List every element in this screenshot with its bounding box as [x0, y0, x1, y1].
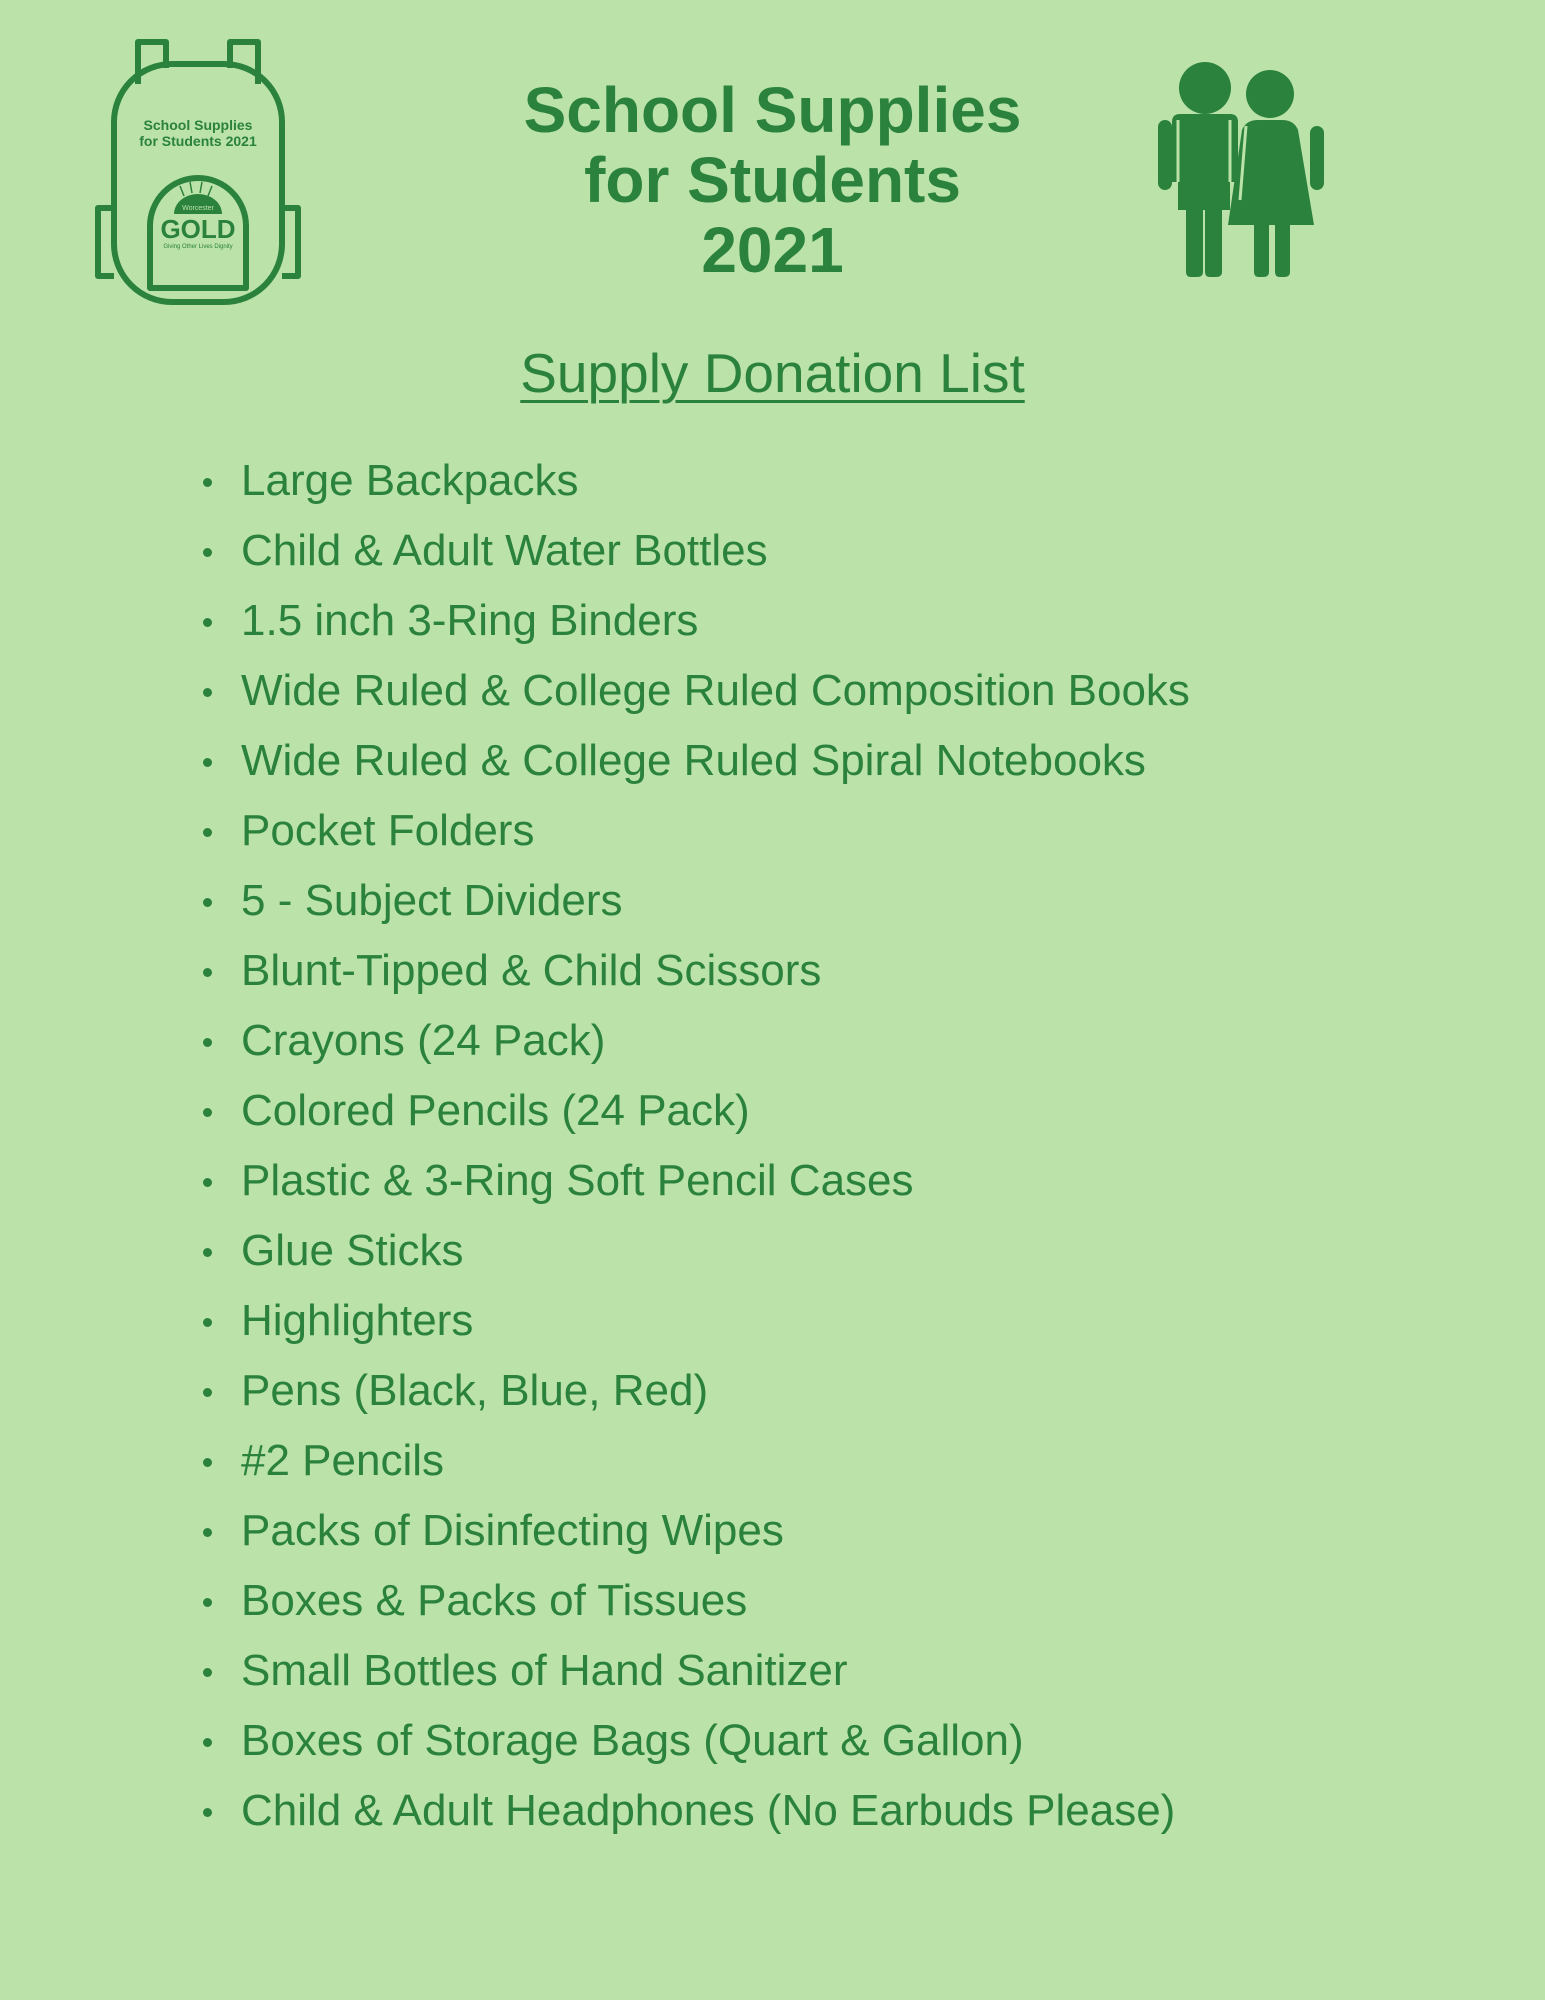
- bullet-icon: [203, 898, 212, 907]
- list-item-label: Wide Ruled & College Ruled Spiral Notebooks: [241, 736, 1146, 785]
- bullet-icon: [203, 968, 212, 977]
- list-item: [241, 1776, 1190, 1846]
- logo-line-2: for Students 2021: [139, 133, 257, 149]
- list-item-label: Small Bottles of Hand Sanitizer: [241, 1646, 848, 1695]
- bullet-icon: [203, 1038, 212, 1047]
- list-item: [241, 586, 1190, 656]
- bullet-icon: [203, 1528, 212, 1537]
- list-item: [241, 1076, 1190, 1146]
- list-item: [241, 1636, 1190, 1706]
- title-line-1: School Supplies: [523, 74, 1022, 146]
- list-item-label: Pocket Folders: [241, 806, 535, 855]
- list-item-label: Colored Pencils (24 Pack): [241, 1086, 750, 1135]
- list-item: [241, 1006, 1190, 1076]
- list-item-label: 1.5 inch 3-Ring Binders: [241, 596, 699, 645]
- list-item: [241, 796, 1190, 866]
- list-item-label: Crayons (24 Pack): [241, 1016, 606, 1065]
- list-item: [241, 1566, 1190, 1636]
- list-item: [241, 866, 1190, 936]
- list-item: [241, 516, 1190, 586]
- list-item-label: 5 - Subject Dividers: [241, 876, 623, 925]
- list-item-label: Highlighters: [241, 1296, 474, 1345]
- bullet-icon: [203, 1178, 212, 1187]
- list-item-label: Child & Adult Headphones (No Earbuds Please): [241, 1786, 1176, 1835]
- list-item-label: Packs of Disinfecting Wipes: [241, 1506, 784, 1555]
- bullet-icon: [203, 828, 212, 837]
- title-line-3: 2021: [701, 214, 844, 286]
- bullet-icon: [203, 758, 212, 767]
- list-item: [241, 446, 1190, 516]
- list-item-label: Wide Ruled & College Ruled Composition Books: [241, 666, 1190, 715]
- list-heading: Supply Donation List: [520, 342, 1025, 404]
- bullet-icon: [203, 1808, 212, 1817]
- list-item-label: Glue Sticks: [241, 1226, 464, 1275]
- bullet-icon: [203, 1318, 212, 1327]
- bullet-icon: [203, 618, 212, 627]
- bullet-icon: [203, 1248, 212, 1257]
- bullet-icon: [203, 1668, 212, 1677]
- list-item: [241, 1146, 1190, 1216]
- list-item-label: #2 Pencils: [241, 1436, 445, 1485]
- title-line-2: for Students: [584, 144, 961, 216]
- list-item: [241, 1496, 1190, 1566]
- list-item-label: Plastic & 3-Ring Soft Pencil Cases: [241, 1156, 914, 1205]
- bullet-icon: [203, 548, 212, 557]
- list-item: [241, 1356, 1190, 1426]
- bullet-icon: [203, 1108, 212, 1117]
- logo-org-tagline: Giving Other Lives Dignity: [163, 244, 233, 250]
- logo-org-name: GOLD: [160, 214, 236, 244]
- bullet-icon: [203, 1388, 212, 1397]
- logo-line-1: School Supplies: [143, 117, 253, 133]
- list-item: [241, 656, 1190, 726]
- list-item: [241, 726, 1190, 796]
- list-item-label: Blunt-Tipped & Child Scissors: [241, 946, 822, 995]
- page-title: [0, 75, 1545, 285]
- bullet-icon: [203, 1598, 212, 1607]
- list-item: [241, 1216, 1190, 1286]
- list-item: [241, 1426, 1190, 1496]
- bullet-icon: [203, 1458, 212, 1467]
- bullet-icon: [203, 688, 212, 697]
- list-item-label: Large Backpacks: [241, 456, 579, 505]
- bullet-icon: [203, 478, 212, 487]
- list-item: [241, 936, 1190, 1006]
- list-item-label: Child & Adult Water Bottles: [241, 526, 768, 575]
- list-item-label: Boxes & Packs of Tissues: [241, 1576, 748, 1625]
- list-item: [241, 1286, 1190, 1356]
- supply-list: [241, 446, 1190, 1846]
- bullet-icon: [203, 1738, 212, 1747]
- list-item-label: Pens (Black, Blue, Red): [241, 1366, 709, 1415]
- list-item: [241, 1706, 1190, 1776]
- list-item-label: Boxes of Storage Bags (Quart & Gallon): [241, 1716, 1024, 1765]
- logo-org-top: Worcester: [182, 205, 214, 212]
